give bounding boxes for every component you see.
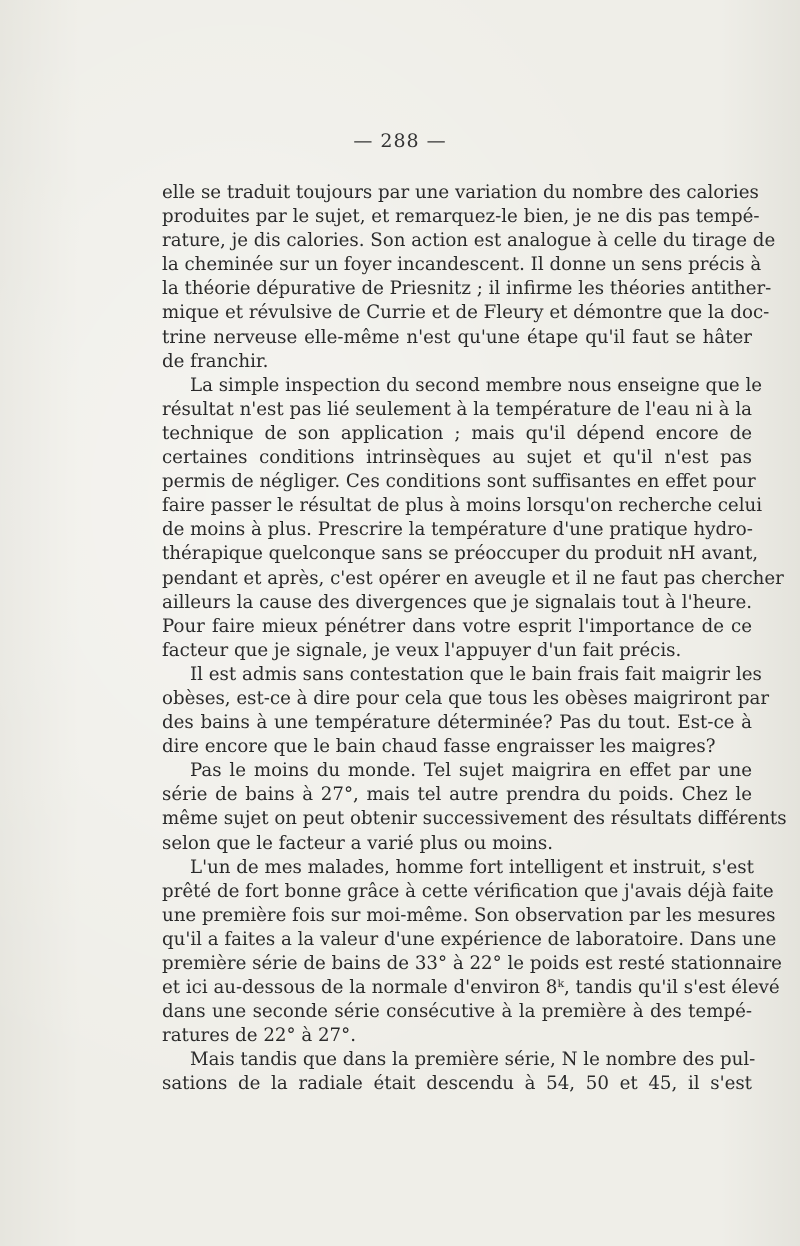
text-line: de franchir.	[162, 350, 269, 372]
text-line: la cheminée sur un foyer incandescent. Il donne un sens précis à	[162, 254, 762, 276]
text-line: dans une seconde série consécutive à la première à des tempé-	[162, 1001, 752, 1023]
page-number: — 288 —	[353, 130, 447, 152]
text-line: certaines conditions intrinsèques au sujet et qu'il n'est pas	[162, 447, 752, 469]
text-line: selon que le facteur a varié plus ou moins.	[162, 832, 554, 854]
text-line: résultat n'est pas lié seulement à la température de l'eau ni à la	[162, 398, 752, 420]
text-line: permis de négliger. Ces conditions sont suffisantes en effet pour	[162, 471, 756, 493]
text-line: dire encore que le bain chaud fasse engraisser les maigres?	[162, 736, 716, 758]
text-line: série de bains à 27°, mais tel autre prendra du poids. Chez le	[162, 784, 752, 806]
text-line: ratures de 22° à 27°.	[162, 1025, 356, 1047]
text-line: Pour faire mieux pénétrer dans votre esprit l'importance de ce	[162, 615, 752, 637]
text-line: La simple inspection du second membre nous enseigne que le	[190, 374, 763, 396]
text-line: obèses, est-ce à dire pour cela que tous les obèses maigriront par	[162, 687, 770, 709]
text-line: la théorie dépurative de Priesnitz ; il infirme les théories antither-	[162, 278, 772, 300]
text-line: faire passer le résultat de plus à moins lorsqu'on recherche celui	[162, 495, 763, 517]
text-line: prêté de fort bonne grâce à cette vérification que j'avais déjà faite	[162, 880, 774, 902]
text-line: qu'il a faites a la valeur d'une expérience de laboratoire. Dans une	[162, 928, 777, 950]
text-line: elle se traduit toujours par une variation du nombre des calories	[162, 182, 759, 203]
text-line: Mais tandis que dans la première série, N le nombre des pul-	[190, 1049, 756, 1071]
text-line: L'un de mes malades, homme fort intelligent et instruit, s'est	[190, 856, 754, 878]
text-line: produites par le sujet, et remarquez-le bien, je ne dis pas tempé-	[162, 206, 760, 228]
text-line: sations de la radiale était descendu à 54, 50 et 45, il s'est	[162, 1073, 752, 1095]
text-line: trine nerveuse elle-même n'est qu'une étape qu'il faut se hâter	[162, 326, 752, 348]
body-text	[162, 181, 787, 1097]
text-line: Il est admis sans contestation que le bain frais fait maigrir les	[190, 663, 762, 685]
text-line: rature, je dis calories. Son action est analogue à celle du tirage de	[162, 230, 776, 252]
text-line: ailleurs la cause des divergences que je signalais tout à l'heure.	[162, 591, 752, 613]
text-line: des bains à une température déterminée? Pas du tout. Est-ce à	[162, 712, 752, 734]
text-line: technique de son application ; mais qu'il dépend encore de	[162, 422, 752, 444]
text-line: mique et révulsive de Currie et de Fleury et démontre que la doc-	[162, 302, 770, 324]
text-line: et ici au-dessous de la normale d'environ 8ᵏ, tandis qu'il s'est élevé	[162, 977, 780, 999]
text-line: une première fois sur moi-même. Son observation par les mesures	[162, 904, 776, 926]
text-line: de moins à plus. Prescrire la température d'une pratique hydro-	[162, 519, 753, 541]
text-line: facteur que je signale, je veux l'appuyer d'un fait précis.	[162, 639, 682, 661]
text-line: thérapique quelconque sans se préoccuper du produit nH avant,	[162, 543, 759, 565]
text-line: pendant et après, c'est opérer en aveugle et il ne faut pas chercher	[162, 567, 784, 589]
text-line: première série de bains de 33° à 22° le poids est resté stationnaire	[162, 953, 782, 974]
text-line: Pas le moins du monde. Tel sujet maigrira en effet par une	[190, 760, 752, 782]
text-line: même sujet on peut obtenir successivement des résultats différents	[162, 808, 787, 830]
